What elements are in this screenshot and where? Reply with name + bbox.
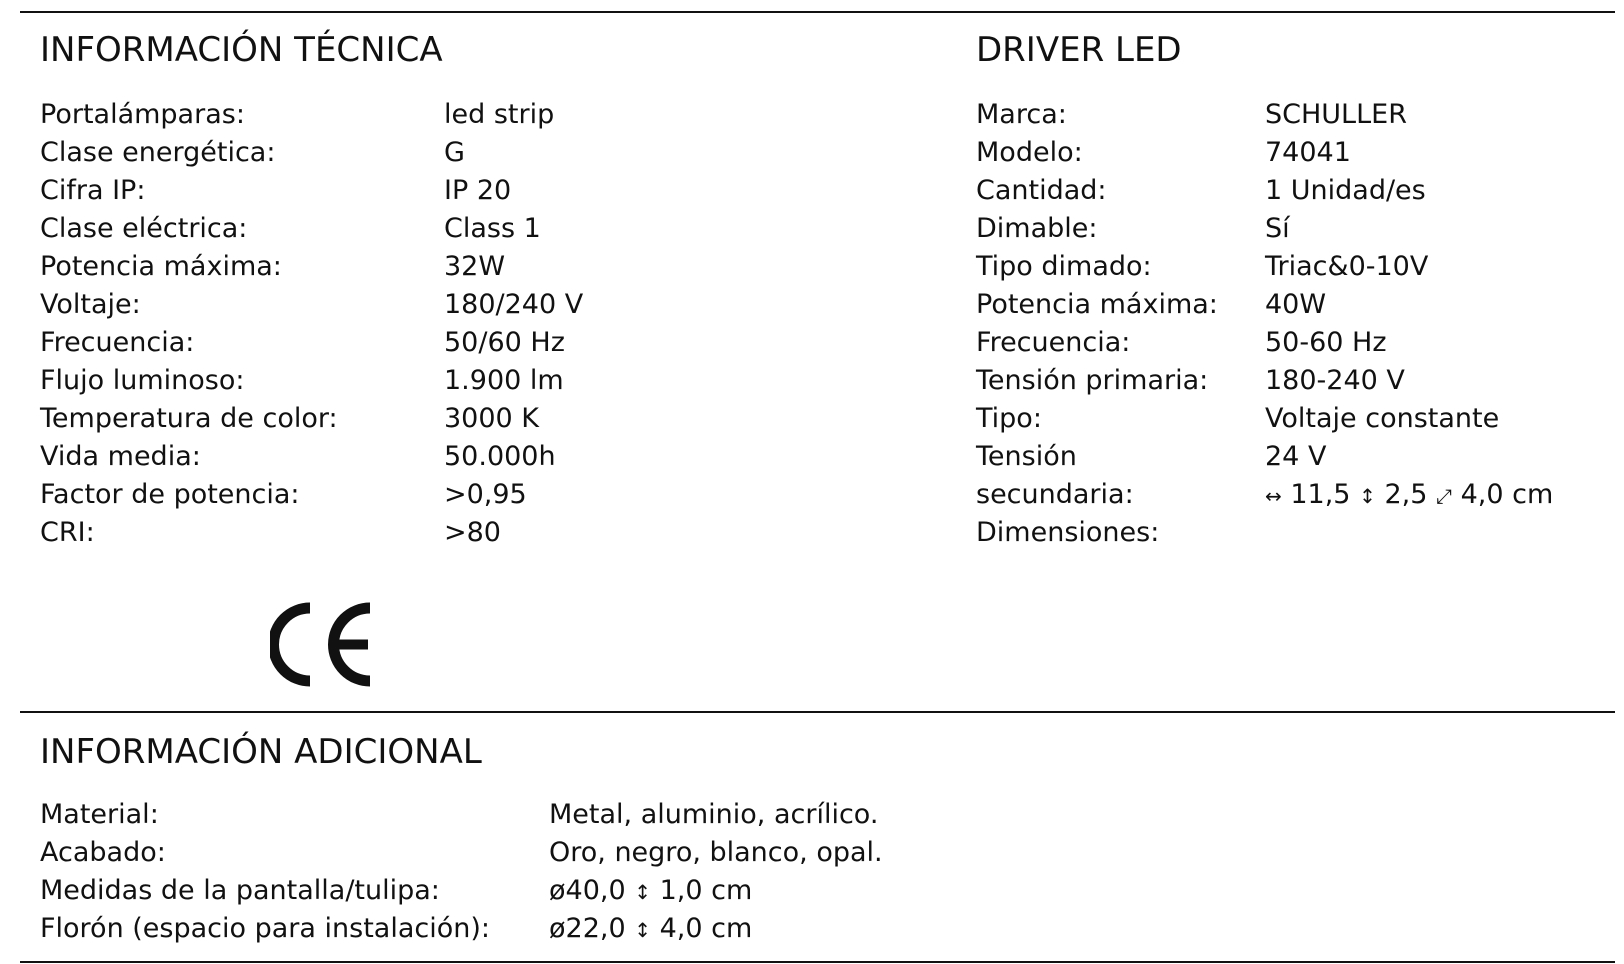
table-row	[40, 400, 640, 438]
row-value: led strip	[444, 99, 555, 130]
table-row	[40, 210, 640, 248]
row-label: Clase eléctrica:	[40, 213, 248, 244]
row-value: 50-60 Hz	[1265, 327, 1387, 358]
row-value: >80	[444, 517, 501, 548]
row-label: Marca:	[976, 99, 1067, 130]
rose-diameter: ø22,0	[549, 913, 626, 944]
dimension-length: 11,5	[1290, 479, 1351, 510]
row-label: Factor de potencia:	[40, 479, 300, 510]
dimensions-value	[1265, 476, 1553, 515]
row-value: Oro, negro, blanco, opal.	[549, 837, 883, 868]
table-row	[976, 514, 1616, 552]
row-value: Sí	[1265, 213, 1290, 244]
table-row	[40, 286, 640, 324]
bottom-divider	[20, 961, 1615, 963]
rose-dimensions	[549, 910, 752, 949]
row-value: 180-240 V	[1265, 365, 1405, 396]
row-value: 180/240 V	[444, 289, 584, 320]
row-value: 32W	[444, 251, 506, 282]
row-label: Vida media:	[40, 441, 201, 472]
shade-diameter: ø40,0	[549, 875, 626, 906]
height-arrow-icon: ↕	[1359, 483, 1376, 508]
table-row	[976, 362, 1616, 400]
additional-info-table	[40, 796, 1040, 948]
row-label: Tipo:	[976, 403, 1042, 434]
table-row	[976, 134, 1616, 172]
rose-height: 4,0 cm	[659, 913, 753, 944]
table-row	[976, 438, 1616, 476]
row-value: G	[444, 137, 465, 168]
table-row	[976, 324, 1616, 362]
dimension-depth: 4,0 cm	[1460, 479, 1554, 510]
row-value: Triac&0-10V	[1265, 251, 1429, 282]
table-row	[40, 796, 1040, 834]
row-label: Frecuencia:	[976, 327, 1131, 358]
row-label: Cifra IP:	[40, 175, 146, 206]
row-label: Cantidad:	[976, 175, 1107, 206]
row-label: Potencia máxima:	[976, 289, 1218, 320]
width-arrow-icon: ↔	[1265, 483, 1282, 508]
table-row	[976, 96, 1616, 134]
row-label: Clase energética:	[40, 137, 276, 168]
technical-info-table	[40, 96, 640, 552]
row-value: 40W	[1265, 289, 1327, 320]
table-row	[40, 476, 640, 514]
row-label: Modelo:	[976, 137, 1083, 168]
table-row	[976, 210, 1616, 248]
row-label: Tensión primaria:	[976, 365, 1209, 396]
row-label: Frecuencia:	[40, 327, 195, 358]
row-value: 50.000h	[444, 441, 556, 472]
row-label: Florón (espacio para instalación):	[40, 913, 490, 944]
depth-arrow-icon: ⤢	[1435, 483, 1452, 508]
row-label: Acabado:	[40, 837, 166, 868]
shade-dimensions	[549, 872, 752, 911]
table-row	[40, 910, 1040, 948]
driver-led-title: DRIVER LED	[976, 30, 1182, 70]
height-arrow-icon: ↕	[634, 917, 651, 942]
row-label: Temperatura de color:	[40, 403, 338, 434]
table-row	[976, 248, 1616, 286]
row-label: Potencia máxima:	[40, 251, 282, 282]
table-row	[40, 514, 640, 552]
row-label: Dimensiones:	[976, 517, 1160, 548]
driver-led-table	[976, 96, 1616, 552]
row-value: 1.900 lm	[444, 365, 564, 396]
row-label: Voltaje:	[40, 289, 141, 320]
row-value: SCHULLER	[1265, 99, 1407, 130]
row-value: Class 1	[444, 213, 541, 244]
row-label: Tipo dimado:	[976, 251, 1152, 282]
table-row	[40, 134, 640, 172]
row-label: Dimable:	[976, 213, 1098, 244]
row-value: Voltaje constante	[1265, 403, 1500, 434]
row-value: Metal, aluminio, acrílico.	[549, 799, 879, 830]
row-value: 24 V	[1265, 441, 1327, 472]
row-label: Portalámparas:	[40, 99, 245, 130]
table-row	[40, 834, 1040, 872]
height-arrow-icon: ↕	[634, 879, 651, 904]
row-value: >0,95	[444, 479, 527, 510]
table-row	[40, 172, 640, 210]
row-value: 1 Unidad/es	[1265, 175, 1426, 206]
row-label: secundaria:	[976, 479, 1134, 510]
row-label: Medidas de la pantalla/tulipa:	[40, 875, 440, 906]
section-divider	[20, 711, 1615, 713]
row-value: 74041	[1265, 137, 1351, 168]
table-row	[976, 400, 1616, 438]
row-value: 50/60 Hz	[444, 327, 565, 358]
table-row	[976, 172, 1616, 210]
table-row	[40, 96, 640, 134]
table-row	[976, 286, 1616, 324]
row-value: 3000 K	[444, 403, 540, 434]
table-row	[976, 476, 1616, 514]
table-row	[40, 872, 1040, 910]
table-row	[40, 362, 640, 400]
additional-info-title: INFORMACIÓN ADICIONAL	[40, 732, 482, 772]
row-label: Material:	[40, 799, 159, 830]
table-row	[40, 248, 640, 286]
row-label: CRI:	[40, 517, 95, 548]
dimension-height: 2,5	[1384, 479, 1428, 510]
row-label: Tensión	[976, 441, 1077, 472]
shade-height: 1,0 cm	[659, 875, 753, 906]
table-row	[40, 438, 640, 476]
top-divider	[20, 11, 1615, 13]
table-row	[40, 324, 640, 362]
ce-mark-icon	[270, 602, 380, 687]
technical-info-title: INFORMACIÓN TÉCNICA	[40, 30, 443, 70]
row-label: Flujo luminoso:	[40, 365, 245, 396]
row-value: IP 20	[444, 175, 512, 206]
